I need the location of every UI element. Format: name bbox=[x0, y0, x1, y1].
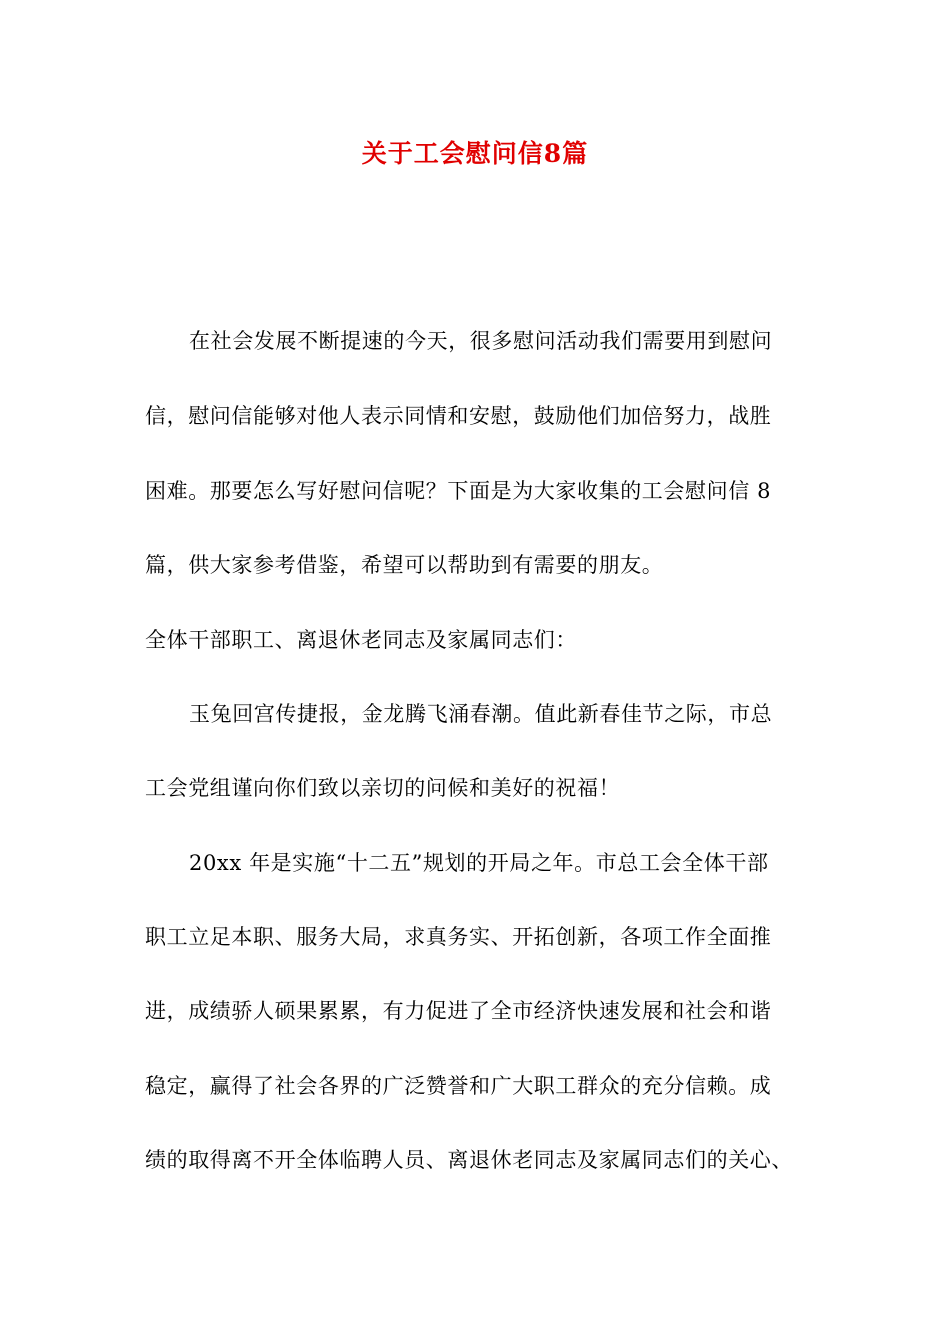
document-title: 关于工会慰问信8篇 bbox=[361, 139, 589, 168]
paragraph-line: 篇，供大家参考借鉴，希望可以帮助到有需要的朋友。 bbox=[145, 553, 664, 577]
paragraph-line: 职工立足本职、服务大局，求真务实、开拓创新，各项工作全面推 bbox=[145, 925, 772, 949]
paragraph-line: 在社会发展不断提速的今天，很多慰问活动我们需要用到慰问 bbox=[189, 329, 773, 353]
paragraph-line: 信，慰问信能够对他人表示同情和安慰，鼓励他们加倍努力，战胜 bbox=[145, 404, 772, 428]
paragraph-line: 绩的取得离不开全体临聘人员、离退休老同志及家属同志们的关心、 bbox=[145, 1148, 793, 1172]
paragraph-line: 工会党组谨向你们致以亲切的问候和美好的祝福！ bbox=[145, 776, 621, 800]
paragraph-line: 玉兔回宫传捷报，金龙腾飞涌春潮。值此新春佳节之际，市总 bbox=[189, 702, 773, 726]
paragraph-line: 稳定，赢得了社会各界的广泛赞誉和广大职工群众的充分信赖。成 bbox=[145, 1074, 772, 1098]
paragraph-line: 20xx 年是实施“十二五”规划的开局之年。市总工会全体干部 bbox=[189, 851, 769, 875]
paragraph-line: 困难。那要怎么写好慰问信呢？下面是为大家收集的工会慰问信 8 bbox=[145, 479, 772, 503]
salutation-line: 全体干部职工、离退休老同志及家属同志们： bbox=[145, 628, 577, 652]
paragraph-line: 进，成绩骄人硕果累累，有力促进了全市经济快速发展和社会和谐 bbox=[145, 999, 772, 1023]
